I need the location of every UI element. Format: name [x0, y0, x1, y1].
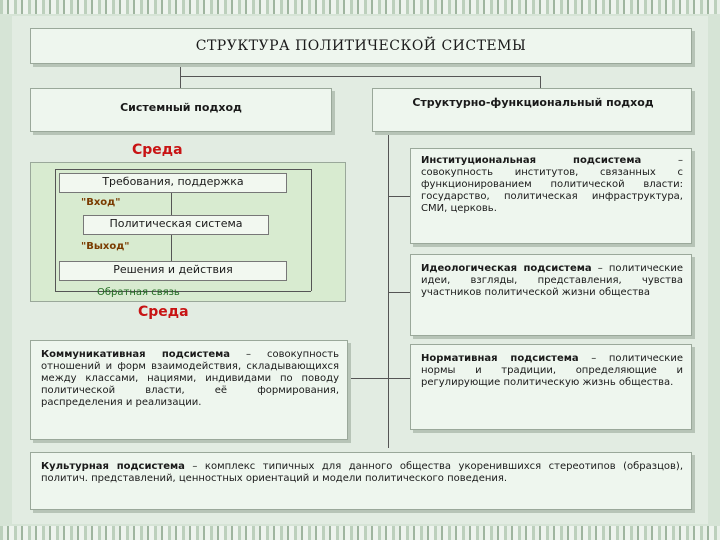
connector-title-down — [180, 64, 181, 76]
decorative-stripes-bottom — [0, 526, 720, 540]
connector-communicative — [350, 378, 388, 379]
political-system-label: Политическая система — [109, 217, 243, 230]
cultural-subsystem-name: Культурная подсистема — [41, 461, 185, 472]
normative-subsystem-text — [421, 353, 683, 389]
feedback-loop-left — [55, 169, 56, 291]
demands-support-box — [59, 173, 287, 193]
output-label: "Выход" — [81, 241, 130, 252]
environment-block — [30, 162, 346, 302]
feedback-label: Обратная связь — [97, 287, 180, 298]
normative-subsystem-name: Нормативная подсистема — [421, 353, 579, 364]
input-label: "Вход" — [81, 197, 121, 208]
communicative-subsystem-box — [30, 340, 348, 440]
ideological-subsystem-box — [410, 254, 692, 336]
institutional-subsystem-name: Институциональная подсистема — [421, 155, 642, 166]
feedback-loop-top — [55, 169, 311, 170]
connector-trunk — [388, 132, 389, 448]
ideological-subsystem-description: – политические идеи, взгляды, представления, чувства участников политической жизни общества — [421, 263, 683, 298]
page-title: СТРУКТУРА ПОЛИТИЧЕСКОЙ СИСТЕМЫ — [195, 38, 527, 54]
institutional-subsystem-box — [410, 148, 692, 244]
connector-ideological — [388, 292, 410, 293]
decisions-actions-box — [59, 261, 287, 281]
normative-subsystem-box — [410, 344, 692, 430]
communicative-subsystem-text — [41, 349, 339, 409]
title-box — [30, 28, 692, 64]
institutional-subsystem-description: – совокупность институтов, связанных с функционированием политической власти: государство, политическая инфраструктура, СМИ, церковь. — [421, 155, 683, 214]
communicative-subsystem-name: Коммуникативная подсистема — [41, 349, 231, 360]
environment-top-label: Среда — [132, 142, 183, 158]
environment-bottom-label: Среда — [138, 304, 189, 320]
cultural-subsystem-description: – комплекс типичных для данного общества укоренившихся стереотипов (образцов), политич. представлений, ценностных ориентаций и модели политического поведения. — [41, 461, 683, 484]
feedback-loop-right — [311, 169, 312, 291]
normative-subsystem-description: – политические нормы и традиции, определяющие и регулирующие политическую жизнь общества. — [421, 353, 683, 388]
connector-left-down — [180, 76, 181, 88]
communicative-subsystem-description: – совокупность отношений и форм взаимодействия, складывающихся между классами, нациями, индивидами по поводу политической власти, её формирования, распределения и реализации. — [41, 349, 339, 408]
connector-institutional — [388, 196, 410, 197]
decorative-stripes-top — [0, 0, 720, 14]
cultural-subsystem-text — [41, 461, 683, 485]
ideological-subsystem-text — [421, 263, 683, 299]
structural-functional-approach-box — [372, 88, 692, 132]
feedback-loop-bottom — [55, 291, 311, 292]
institutional-subsystem-text — [421, 155, 683, 215]
systemic-approach-label: Системный подход — [120, 101, 242, 114]
connector-right-down — [540, 76, 541, 88]
political-system-box — [83, 215, 269, 235]
connector-horizontal — [180, 76, 540, 77]
connector-normative — [388, 378, 410, 379]
systemic-approach-box — [30, 88, 332, 132]
flow-arrow-1 — [171, 193, 172, 215]
flow-arrow-2 — [171, 233, 172, 261]
cultural-subsystem-box — [30, 452, 692, 510]
demands-support-label: Требования, поддержка — [102, 175, 244, 188]
ideological-subsystem-name: Идеологическая подсистема — [421, 263, 592, 274]
structural-functional-approach-label: Структурно-функциональный подход — [412, 96, 654, 109]
decisions-actions-label: Решения и действия — [113, 263, 233, 276]
